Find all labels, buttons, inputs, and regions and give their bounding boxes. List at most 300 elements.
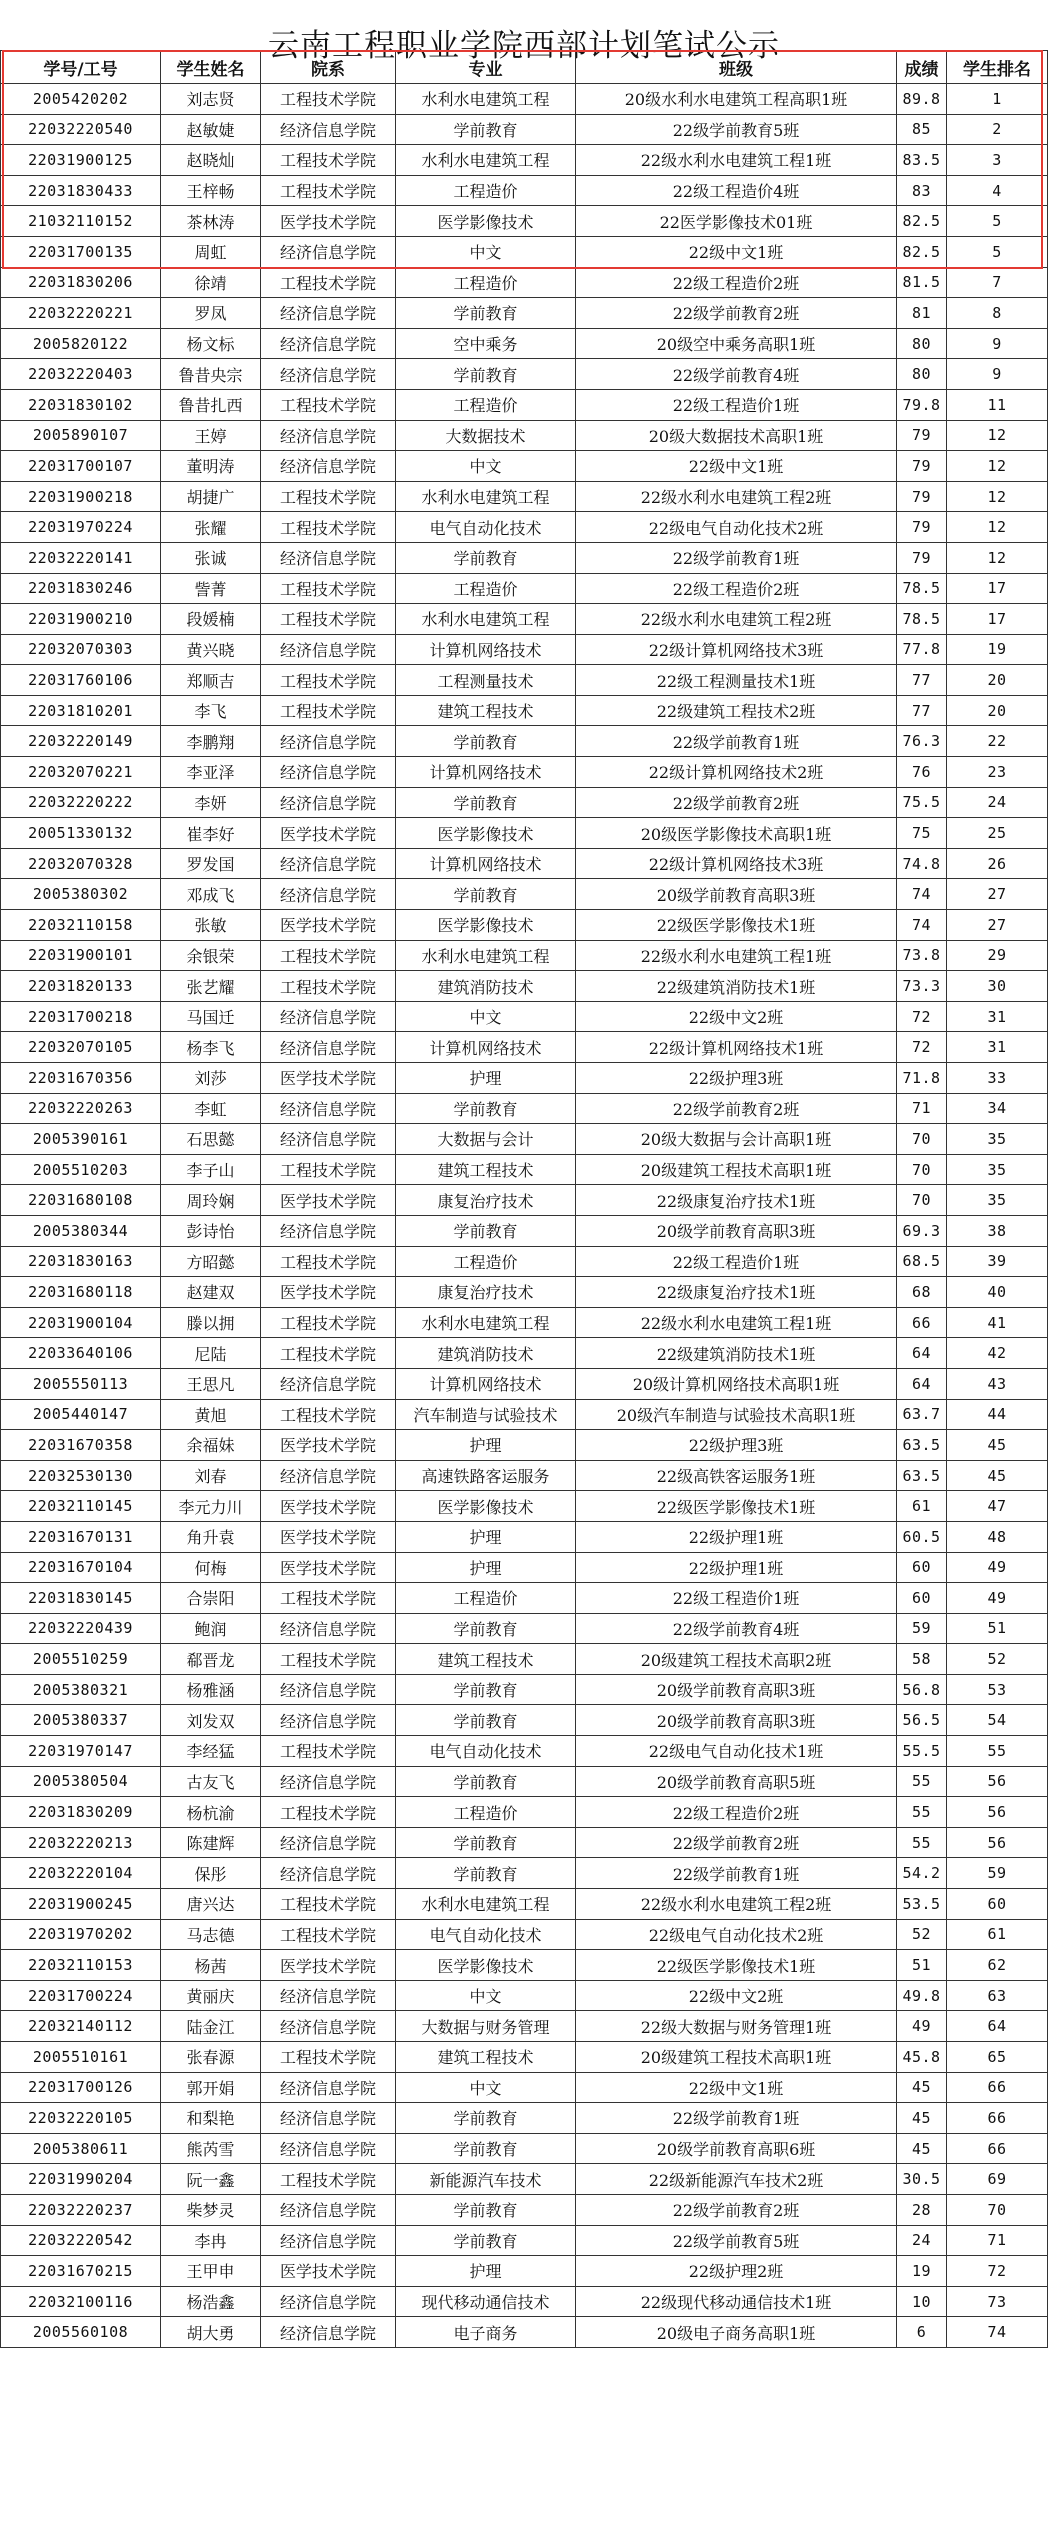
cell-department: 医学技术学院 (261, 818, 396, 849)
cell-student-id: 22032220237 (1, 2194, 161, 2225)
cell-department: 经济信息学院 (261, 359, 396, 390)
cell-student-name: 滕以拥 (161, 1307, 261, 1338)
cell-score: 80 (897, 328, 947, 359)
cell-score: 64 (897, 1368, 947, 1399)
table-row (1, 1185, 1048, 1216)
cell-score: 45.8 (897, 2042, 947, 2073)
cell-student-name: 胡大勇 (161, 2317, 261, 2348)
cell-rank: 31 (947, 1032, 1048, 1063)
cell-class: 22级工程造价1班 (576, 1583, 897, 1614)
cell-department: 工程技术学院 (261, 84, 396, 115)
cell-score: 24 (897, 2225, 947, 2256)
cell-major: 工程测量技术 (396, 665, 576, 696)
table-row (1, 971, 1048, 1002)
cell-student-name: 赵建双 (161, 1277, 261, 1308)
cell-student-name: 赵敏婕 (161, 114, 261, 145)
cell-student-id: 22032070328 (1, 848, 161, 879)
cell-class: 22级工程造价1班 (576, 1246, 897, 1277)
cell-major: 学前教育 (396, 1093, 576, 1124)
cell-student-id: 22031900104 (1, 1307, 161, 1338)
cell-class: 22级医学影像技术1班 (576, 910, 897, 941)
cell-major: 学前教育 (396, 114, 576, 145)
cell-rank: 8 (947, 298, 1048, 329)
cell-major: 工程造价 (396, 1246, 576, 1277)
cell-class: 20级学前教育高职5班 (576, 1766, 897, 1797)
table-row (1, 512, 1048, 543)
table-row (1, 757, 1048, 788)
cell-department: 经济信息学院 (261, 2286, 396, 2317)
table-row (1, 1430, 1048, 1461)
cell-student-name: 黄丽庆 (161, 1980, 261, 2011)
cell-student-id: 22032220222 (1, 787, 161, 818)
cell-score: 79.8 (897, 389, 947, 420)
table-row (1, 1338, 1048, 1369)
cell-student-id: 22031810201 (1, 695, 161, 726)
cell-rank: 66 (947, 2103, 1048, 2134)
cell-student-id: 22032220149 (1, 726, 161, 757)
cell-class: 22级水利水电建筑工程2班 (576, 1889, 897, 1920)
cell-department: 医学技术学院 (261, 1185, 396, 1216)
cell-department: 经济信息学院 (261, 2225, 396, 2256)
cell-major: 中文 (396, 1001, 576, 1032)
cell-major: 建筑工程技术 (396, 2042, 576, 2073)
cell-rank: 5 (947, 206, 1048, 237)
table-row (1, 206, 1048, 237)
cell-score: 61 (897, 1491, 947, 1522)
cell-rank: 61 (947, 1919, 1048, 1950)
cell-student-name: 刘发双 (161, 1705, 261, 1736)
cell-student-name: 赵晓灿 (161, 145, 261, 176)
cell-department: 工程技术学院 (261, 267, 396, 298)
cell-student-name: 王思凡 (161, 1368, 261, 1399)
cell-department: 医学技术学院 (261, 206, 396, 237)
cell-score: 80 (897, 359, 947, 390)
cell-major: 水利水电建筑工程 (396, 604, 576, 635)
cell-rank: 49 (947, 1583, 1048, 1614)
cell-major: 学前教育 (396, 1827, 576, 1858)
cell-major: 电子商务 (396, 2317, 576, 2348)
table-row (1, 2286, 1048, 2317)
cell-department: 工程技术学院 (261, 175, 396, 206)
cell-department: 经济信息学院 (261, 542, 396, 573)
cell-student-id: 22032220221 (1, 298, 161, 329)
cell-student-id: 2005440147 (1, 1399, 161, 1430)
cell-major: 学前教育 (396, 542, 576, 573)
table-row (1, 1613, 1048, 1644)
cell-student-name: 李经猛 (161, 1736, 261, 1767)
cell-student-id: 22031700135 (1, 236, 161, 267)
cell-department: 工程技术学院 (261, 1583, 396, 1614)
cell-major: 康复治疗技术 (396, 1185, 576, 1216)
table-row (1, 2011, 1048, 2042)
table-row (1, 1766, 1048, 1797)
cell-student-name: 尼陆 (161, 1338, 261, 1369)
cell-student-id: 2005510203 (1, 1154, 161, 1185)
cell-class: 20级大数据技术高职1班 (576, 420, 897, 451)
cell-rank: 9 (947, 328, 1048, 359)
table-row (1, 1032, 1048, 1063)
cell-major: 计算机网络技术 (396, 634, 576, 665)
cell-score: 58 (897, 1644, 947, 1675)
cell-major: 护理 (396, 1552, 576, 1583)
cell-rank: 62 (947, 1950, 1048, 1981)
cell-score: 45 (897, 2103, 947, 2134)
table-row (1, 1980, 1048, 2011)
cell-score: 71.8 (897, 1063, 947, 1094)
header-score: 成绩 (897, 51, 947, 84)
cell-student-name: 张诚 (161, 542, 261, 573)
cell-class: 20级建筑工程技术高职1班 (576, 2042, 897, 2073)
cell-major: 建筑工程技术 (396, 1154, 576, 1185)
cell-student-id: 22031900210 (1, 604, 161, 635)
cell-class: 22级学前教育1班 (576, 542, 897, 573)
table-row (1, 726, 1048, 757)
cell-score: 74 (897, 910, 947, 941)
cell-department: 工程技术学院 (261, 940, 396, 971)
cell-student-id: 22031700107 (1, 451, 161, 482)
cell-score: 63.5 (897, 1430, 947, 1461)
cell-score: 64 (897, 1338, 947, 1369)
cell-student-name: 郑顺吉 (161, 665, 261, 696)
cell-department: 医学技术学院 (261, 1521, 396, 1552)
table-row (1, 1124, 1048, 1155)
cell-score: 60 (897, 1552, 947, 1583)
cell-score: 68 (897, 1277, 947, 1308)
cell-major: 中文 (396, 1980, 576, 2011)
cell-class: 22级学前教育1班 (576, 2103, 897, 2134)
cell-rank: 56 (947, 1797, 1048, 1828)
cell-major: 计算机网络技术 (396, 1368, 576, 1399)
cell-student-name: 阮一鑫 (161, 2164, 261, 2195)
cell-rank: 59 (947, 1858, 1048, 1889)
cell-class: 20级汽车制造与试验技术高职1班 (576, 1399, 897, 1430)
cell-rank: 41 (947, 1307, 1048, 1338)
cell-score: 70 (897, 1185, 947, 1216)
cell-score: 56.8 (897, 1674, 947, 1705)
cell-student-id: 22032220403 (1, 359, 161, 390)
cell-class: 22级大数据与财务管理1班 (576, 2011, 897, 2042)
cell-class: 22级学前教育2班 (576, 298, 897, 329)
table-row (1, 848, 1048, 879)
cell-student-name: 张艺耀 (161, 971, 261, 1002)
cell-department: 工程技术学院 (261, 1644, 396, 1675)
cell-major: 水利水电建筑工程 (396, 940, 576, 971)
cell-score: 55.5 (897, 1736, 947, 1767)
cell-rank: 27 (947, 910, 1048, 941)
cell-rank: 20 (947, 665, 1048, 696)
table-row (1, 1889, 1048, 1920)
cell-department: 工程技术学院 (261, 971, 396, 1002)
cell-major: 医学影像技术 (396, 1491, 576, 1522)
cell-student-name: 徐靖 (161, 267, 261, 298)
cell-rank: 24 (947, 787, 1048, 818)
cell-class: 22级护理3班 (576, 1430, 897, 1461)
table-row (1, 2103, 1048, 2134)
cell-major: 中文 (396, 451, 576, 482)
cell-rank: 12 (947, 542, 1048, 573)
cell-student-name: 杨雅涵 (161, 1674, 261, 1705)
cell-student-name: 李元力川 (161, 1491, 261, 1522)
cell-score: 76.3 (897, 726, 947, 757)
cell-student-name: 周虹 (161, 236, 261, 267)
table-row (1, 1277, 1048, 1308)
cell-rank: 70 (947, 2194, 1048, 2225)
cell-student-id: 22031760106 (1, 665, 161, 696)
table-row (1, 2042, 1048, 2073)
cell-class: 22级水利水电建筑工程2班 (576, 481, 897, 512)
cell-class: 22级建筑消防技术1班 (576, 971, 897, 1002)
cell-score: 72 (897, 1001, 947, 1032)
cell-rank: 73 (947, 2286, 1048, 2317)
table-row (1, 1858, 1048, 1889)
table-row (1, 1919, 1048, 1950)
table-row (1, 634, 1048, 665)
cell-major: 计算机网络技术 (396, 757, 576, 788)
table-row (1, 1736, 1048, 1767)
cell-rank: 35 (947, 1124, 1048, 1155)
cell-student-id: 22032220542 (1, 2225, 161, 2256)
cell-department: 工程技术学院 (261, 1797, 396, 1828)
table-row (1, 1950, 1048, 1981)
cell-class: 22级康复治疗技术1班 (576, 1185, 897, 1216)
cell-rank: 71 (947, 2225, 1048, 2256)
table-row (1, 114, 1048, 145)
cell-class: 22级工程造价2班 (576, 1797, 897, 1828)
cell-student-id: 22031830206 (1, 267, 161, 298)
cell-major: 学前教育 (396, 1766, 576, 1797)
cell-class: 20级学前教育高职3班 (576, 1705, 897, 1736)
cell-department: 医学技术学院 (261, 910, 396, 941)
cell-rank: 11 (947, 389, 1048, 420)
cell-major: 电气自动化技术 (396, 512, 576, 543)
header-class: 班级 (576, 51, 897, 84)
cell-rank: 34 (947, 1093, 1048, 1124)
cell-department: 经济信息学院 (261, 787, 396, 818)
cell-rank: 25 (947, 818, 1048, 849)
cell-student-name: 杨文标 (161, 328, 261, 359)
cell-class: 20级学前教育高职3班 (576, 1215, 897, 1246)
cell-department: 经济信息学院 (261, 726, 396, 757)
cell-student-id: 22032070303 (1, 634, 161, 665)
cell-class: 22级学前教育2班 (576, 1093, 897, 1124)
cell-major: 空中乘务 (396, 328, 576, 359)
cell-student-name: 黄兴晓 (161, 634, 261, 665)
cell-student-id: 22031820133 (1, 971, 161, 1002)
table-row (1, 1827, 1048, 1858)
cell-rank: 56 (947, 1766, 1048, 1797)
cell-student-id: 22032220141 (1, 542, 161, 573)
cell-class: 22级学前教育5班 (576, 2225, 897, 2256)
cell-department: 工程技术学院 (261, 2164, 396, 2195)
cell-rank: 2 (947, 114, 1048, 145)
cell-class: 22级中文1班 (576, 451, 897, 482)
cell-class: 22级工程测量技术1班 (576, 665, 897, 696)
cell-student-name: 李飞 (161, 695, 261, 726)
cell-student-name: 鲁昔央宗 (161, 359, 261, 390)
cell-student-id: 22032220263 (1, 1093, 161, 1124)
cell-major: 医学影像技术 (396, 1950, 576, 1981)
cell-major: 大数据与财务管理 (396, 2011, 576, 2042)
cell-student-id: 22032220104 (1, 1858, 161, 1889)
cell-class: 22级计算机网络技术3班 (576, 634, 897, 665)
cell-student-name: 杨茜 (161, 1950, 261, 1981)
table-row (1, 2256, 1048, 2287)
cell-class: 22级计算机网络技术3班 (576, 848, 897, 879)
cell-score: 63.7 (897, 1399, 947, 1430)
cell-rank: 17 (947, 604, 1048, 635)
cell-student-name: 李冉 (161, 2225, 261, 2256)
cell-major: 水利水电建筑工程 (396, 1307, 576, 1338)
table-row (1, 2164, 1048, 2195)
cell-student-id: 22031700126 (1, 2072, 161, 2103)
cell-major: 学前教育 (396, 298, 576, 329)
cell-student-id: 22031900101 (1, 940, 161, 971)
table-row (1, 145, 1048, 176)
cell-major: 护理 (396, 1063, 576, 1094)
cell-major: 医学影像技术 (396, 910, 576, 941)
cell-score: 19 (897, 2256, 947, 2287)
cell-department: 经济信息学院 (261, 2072, 396, 2103)
cell-rank: 19 (947, 634, 1048, 665)
cell-major: 工程造价 (396, 389, 576, 420)
cell-department: 经济信息学院 (261, 1215, 396, 1246)
cell-rank: 66 (947, 2072, 1048, 2103)
cell-student-id: 22031670104 (1, 1552, 161, 1583)
cell-class: 22级康复治疗技术1班 (576, 1277, 897, 1308)
cell-major: 水利水电建筑工程 (396, 1889, 576, 1920)
cell-major: 高速铁路客运服务 (396, 1460, 576, 1491)
cell-rank: 64 (947, 2011, 1048, 2042)
cell-major: 学前教育 (396, 2133, 576, 2164)
cell-class: 22级计算机网络技术1班 (576, 1032, 897, 1063)
table-row (1, 940, 1048, 971)
cell-student-id: 2005510259 (1, 1644, 161, 1675)
cell-score: 30.5 (897, 2164, 947, 2195)
cell-major: 建筑工程技术 (396, 695, 576, 726)
cell-student-name: 王梓畅 (161, 175, 261, 206)
cell-score: 79 (897, 542, 947, 573)
cell-score: 55 (897, 1827, 947, 1858)
cell-rank: 3 (947, 145, 1048, 176)
cell-major: 学前教育 (396, 726, 576, 757)
cell-score: 56.5 (897, 1705, 947, 1736)
cell-score: 72 (897, 1032, 947, 1063)
cell-score: 73.8 (897, 940, 947, 971)
cell-student-id: 22032110145 (1, 1491, 161, 1522)
cell-score: 82.5 (897, 206, 947, 237)
table-row (1, 451, 1048, 482)
table-row (1, 818, 1048, 849)
cell-student-name: 陈建辉 (161, 1827, 261, 1858)
cell-student-id: 22032140112 (1, 2011, 161, 2042)
cell-class: 22级建筑消防技术1班 (576, 1338, 897, 1369)
cell-class: 22级工程造价4班 (576, 175, 897, 206)
cell-rank: 17 (947, 573, 1048, 604)
cell-student-name: 李妍 (161, 787, 261, 818)
table-body (1, 84, 1048, 2348)
cell-major: 工程造价 (396, 175, 576, 206)
cell-department: 经济信息学院 (261, 1705, 396, 1736)
cell-major: 医学影像技术 (396, 818, 576, 849)
table-row (1, 2225, 1048, 2256)
cell-department: 经济信息学院 (261, 1980, 396, 2011)
cell-student-id: 22031830246 (1, 573, 161, 604)
cell-student-id: 2005390161 (1, 1124, 161, 1155)
table-row (1, 1797, 1048, 1828)
cell-student-name: 马国迁 (161, 1001, 261, 1032)
cell-class: 22级现代移动通信技术1班 (576, 2286, 897, 2317)
cell-score: 45 (897, 2133, 947, 2164)
cell-student-id: 22031990204 (1, 2164, 161, 2195)
cell-class: 22级建筑工程技术2班 (576, 695, 897, 726)
table-row (1, 695, 1048, 726)
cell-student-name: 李亚泽 (161, 757, 261, 788)
table-row (1, 787, 1048, 818)
cell-student-name: 周玲娴 (161, 1185, 261, 1216)
cell-major: 学前教育 (396, 787, 576, 818)
cell-rank: 72 (947, 2256, 1048, 2287)
table-row (1, 1460, 1048, 1491)
cell-rank: 12 (947, 512, 1048, 543)
cell-department: 工程技术学院 (261, 1338, 396, 1369)
cell-student-id: 2005560108 (1, 2317, 161, 2348)
cell-score: 53.5 (897, 1889, 947, 1920)
table-row (1, 328, 1048, 359)
cell-department: 经济信息学院 (261, 2317, 396, 2348)
table-row (1, 879, 1048, 910)
cell-score: 79 (897, 512, 947, 543)
cell-score: 79 (897, 420, 947, 451)
cell-department: 工程技术学院 (261, 512, 396, 543)
cell-class: 22级高铁客运服务1班 (576, 1460, 897, 1491)
cell-department: 经济信息学院 (261, 2133, 396, 2164)
cell-rank: 56 (947, 1827, 1048, 1858)
cell-major: 建筑消防技术 (396, 971, 576, 1002)
cell-student-id: 2005550113 (1, 1368, 161, 1399)
cell-student-name: 角升袁 (161, 1521, 261, 1552)
table-row (1, 573, 1048, 604)
table-row (1, 1552, 1048, 1583)
cell-class: 22级计算机网络技术2班 (576, 757, 897, 788)
table-row (1, 1001, 1048, 1032)
cell-major: 护理 (396, 2256, 576, 2287)
cell-class: 20级建筑工程技术高职1班 (576, 1154, 897, 1185)
cell-major: 学前教育 (396, 2225, 576, 2256)
cell-rank: 5 (947, 236, 1048, 267)
page-title: 云南工程职业学院西部计划笔试公示 (268, 27, 780, 64)
cell-major: 工程造价 (396, 573, 576, 604)
cell-major: 计算机网络技术 (396, 1032, 576, 1063)
cell-major: 建筑工程技术 (396, 1644, 576, 1675)
cell-student-id: 22032110153 (1, 1950, 161, 1981)
cell-student-id: 2005510161 (1, 2042, 161, 2073)
table-row (1, 910, 1048, 941)
cell-score: 79 (897, 451, 947, 482)
cell-department: 工程技术学院 (261, 1399, 396, 1430)
cell-score: 49.8 (897, 1980, 947, 2011)
cell-class: 22级护理1班 (576, 1552, 897, 1583)
table-row (1, 1246, 1048, 1277)
cell-student-name: 杨浩鑫 (161, 2286, 261, 2317)
cell-class: 22级工程造价2班 (576, 573, 897, 604)
table-row (1, 1093, 1048, 1124)
cell-rank: 47 (947, 1491, 1048, 1522)
cell-major: 学前教育 (396, 879, 576, 910)
cell-rank: 9 (947, 359, 1048, 390)
cell-student-id: 22031680118 (1, 1277, 161, 1308)
cell-score: 70 (897, 1154, 947, 1185)
table-row (1, 1583, 1048, 1614)
